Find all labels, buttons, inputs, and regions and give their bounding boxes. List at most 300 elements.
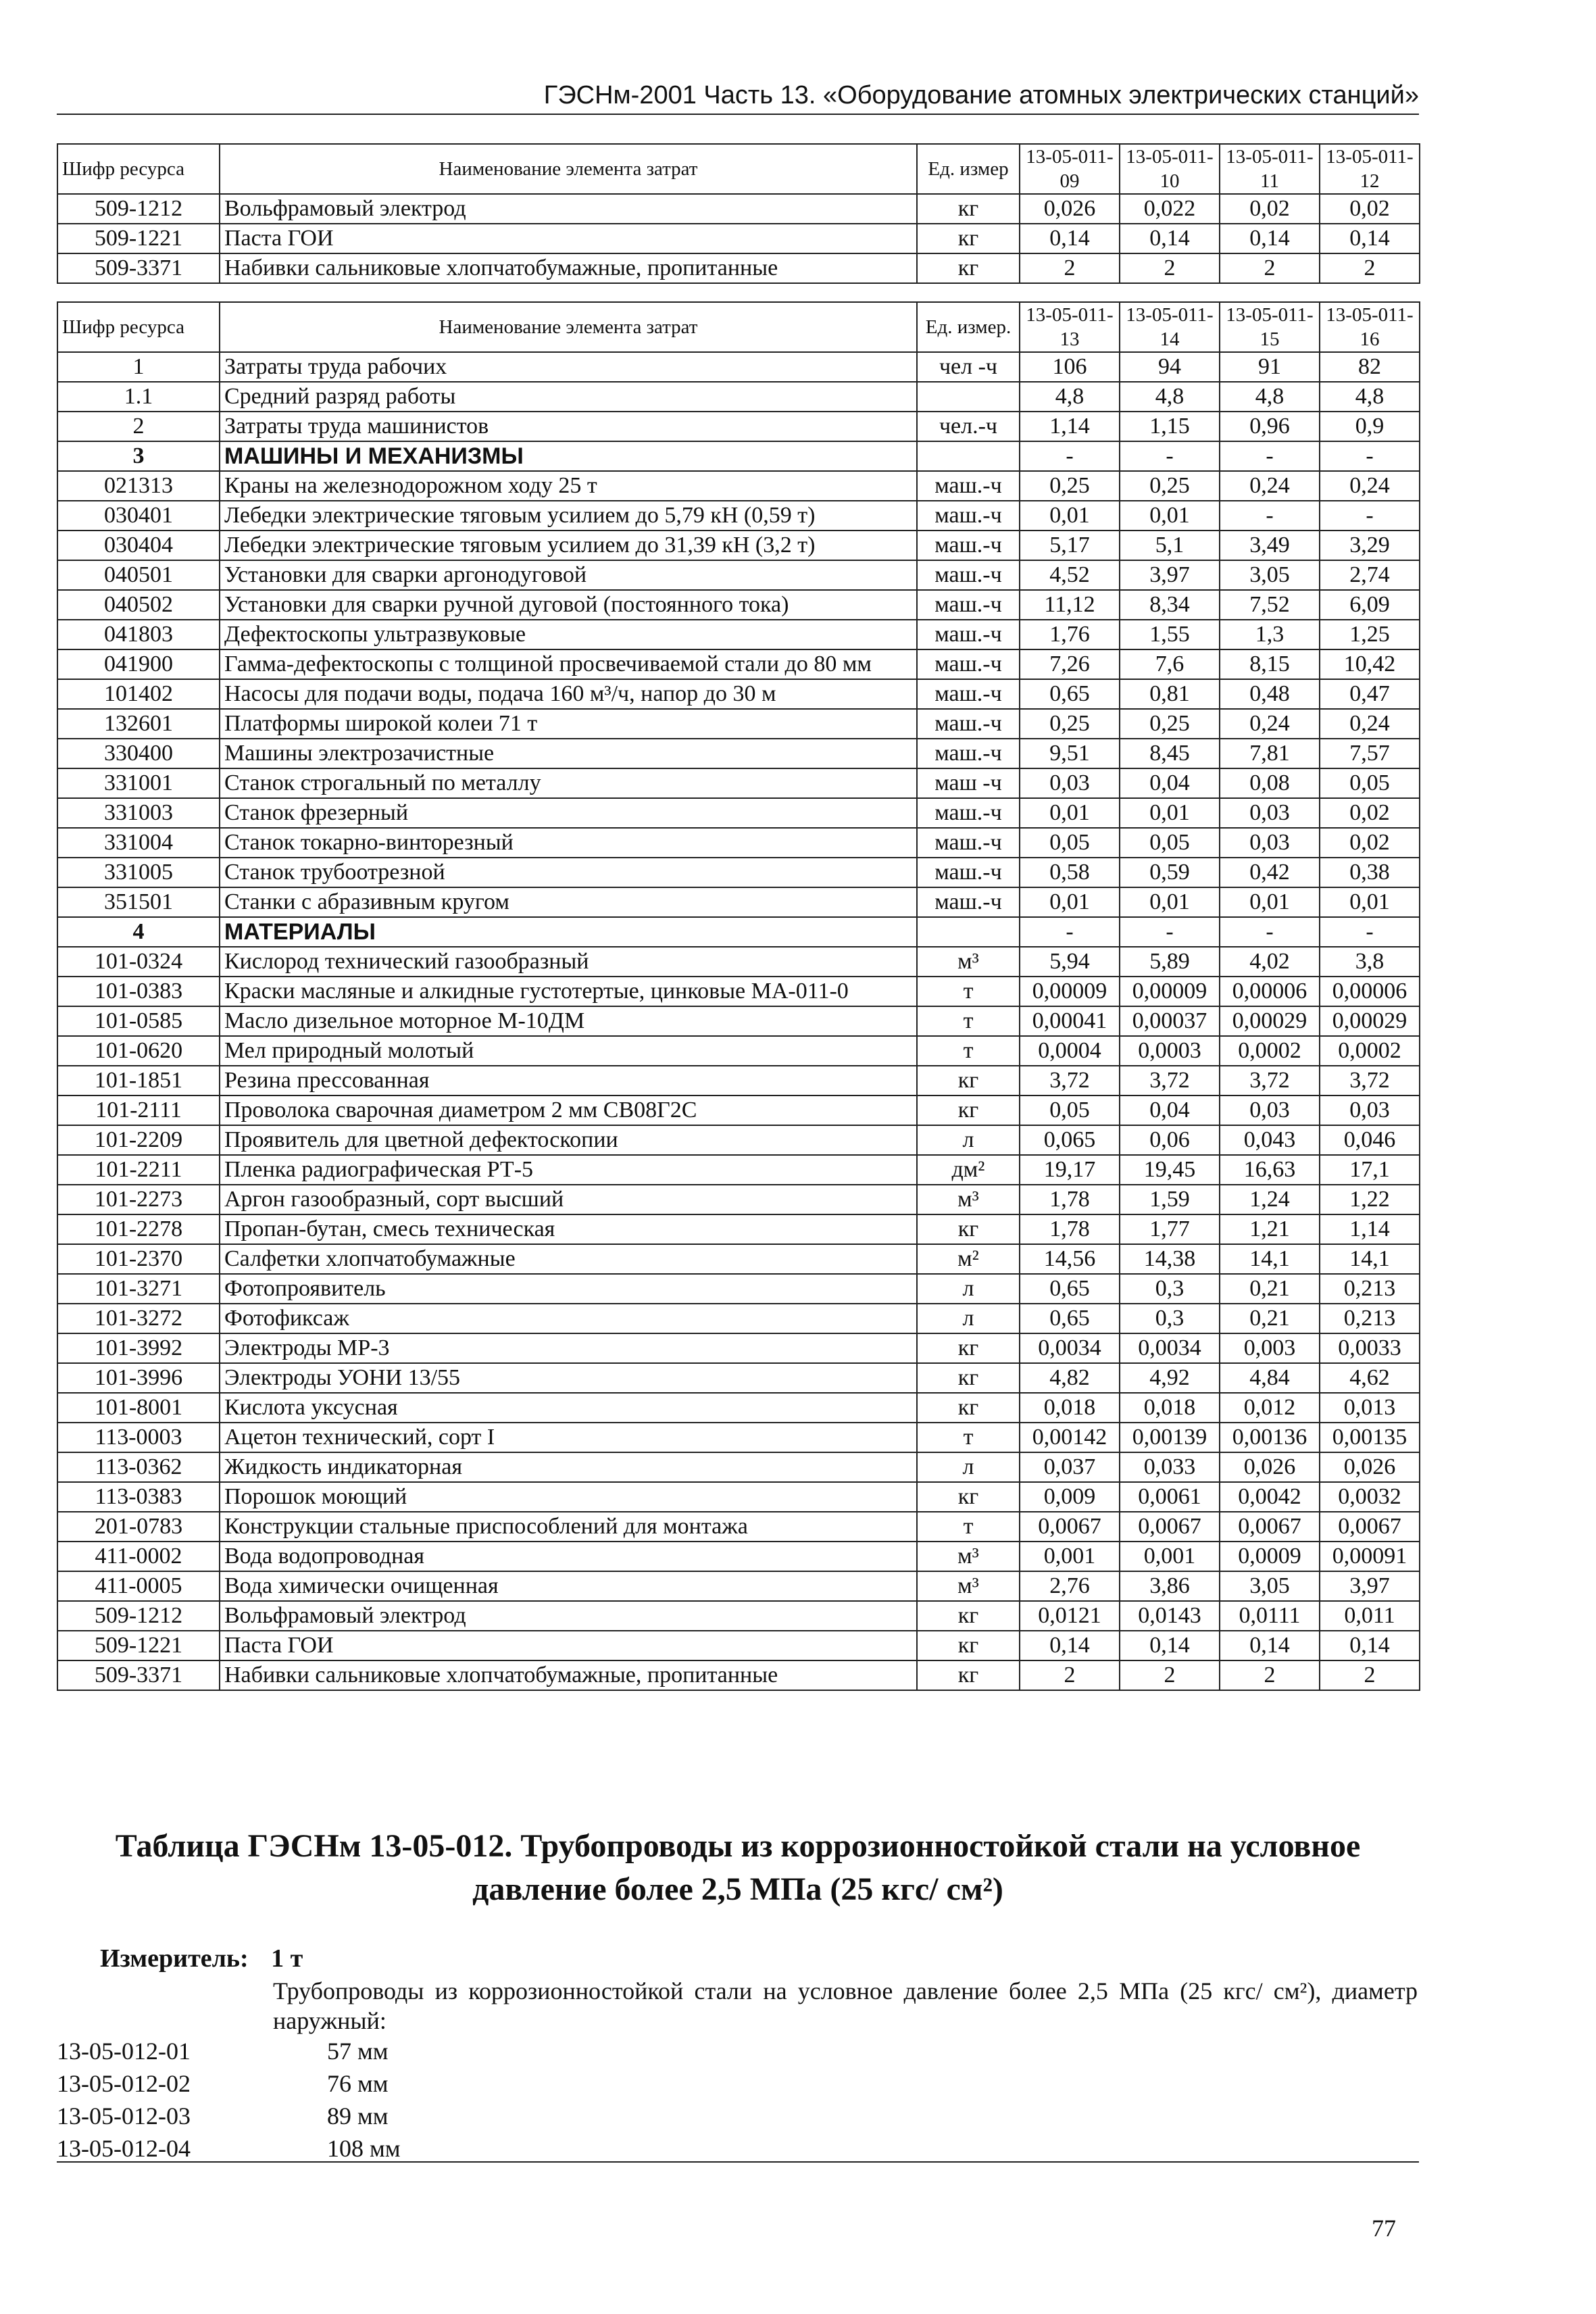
value: 0,046 <box>1320 1125 1420 1155</box>
value: 0,05 <box>1020 828 1120 858</box>
value: 0,65 <box>1020 1274 1120 1304</box>
value: 1,21 <box>1220 1214 1320 1244</box>
value: 0,14 <box>1320 1631 1420 1660</box>
value: 4,92 <box>1120 1363 1220 1393</box>
value: 1,25 <box>1320 620 1420 649</box>
unit: кг <box>917 253 1020 283</box>
value: 0,03 <box>1220 1096 1320 1125</box>
table-row <box>57 1571 1420 1601</box>
value: 0,24 <box>1320 471 1420 501</box>
resource-code: 4 <box>57 917 220 947</box>
unit: кг <box>917 1660 1020 1690</box>
unit: м³ <box>917 1571 1020 1601</box>
resource-code: 331001 <box>57 768 220 798</box>
value: 0,0067 <box>1120 1512 1220 1542</box>
resource-name: Вольфрамовый электрод <box>220 194 917 224</box>
table-row <box>57 947 1420 977</box>
value: 0,21 <box>1220 1304 1320 1333</box>
resource-code: 101-2111 <box>57 1096 220 1125</box>
resource-name: МАШИНЫ И МЕХАНИЗМЫ <box>220 441 917 471</box>
value: 16,63 <box>1220 1155 1320 1185</box>
value: 2 <box>1020 253 1120 283</box>
resource-code: 101-0383 <box>57 977 220 1006</box>
column-header: 13-05-011-16 <box>1320 302 1420 352</box>
resource-code: 041900 <box>57 649 220 679</box>
value: 3,97 <box>1120 560 1220 590</box>
value: 1,14 <box>1320 1214 1420 1244</box>
unit: маш.-ч <box>917 858 1020 887</box>
value: 0,00142 <box>1020 1423 1120 1452</box>
value: 3,72 <box>1220 1066 1320 1096</box>
value: 0,0067 <box>1020 1512 1120 1542</box>
value: 3,05 <box>1220 1571 1320 1601</box>
unit: кг <box>917 1066 1020 1096</box>
resource-code: 331005 <box>57 858 220 887</box>
resource-code: 101-0324 <box>57 947 220 977</box>
value: 0,3 <box>1120 1274 1220 1304</box>
value: 0,01 <box>1020 887 1120 917</box>
value: 4,8 <box>1220 382 1320 412</box>
value: 14,56 <box>1020 1244 1120 1274</box>
value: 0,06 <box>1120 1125 1220 1155</box>
value: 0,00006 <box>1220 977 1320 1006</box>
resource-code: 101402 <box>57 679 220 709</box>
value: 0,0034 <box>1020 1333 1120 1363</box>
table-row <box>57 1185 1420 1214</box>
unit: чел -ч <box>917 352 1020 382</box>
value: 8,45 <box>1120 739 1220 768</box>
value: 0,0009 <box>1220 1542 1320 1571</box>
table-row <box>57 1304 1420 1333</box>
unit: маш.-ч <box>917 739 1020 768</box>
resource-name: Станки с абразивным кругом <box>220 887 917 917</box>
value: 0,0067 <box>1320 1512 1420 1542</box>
value: 0,00037 <box>1120 1006 1220 1036</box>
unit: маш.-ч <box>917 709 1020 739</box>
resource-name: Дефектоскопы ультразвуковые <box>220 620 917 649</box>
value: 6,09 <box>1320 590 1420 620</box>
resource-name: Паста ГОИ <box>220 224 917 253</box>
table-row <box>57 560 1420 590</box>
value: 8,34 <box>1120 590 1220 620</box>
value: 0,14 <box>1020 224 1120 253</box>
table-row <box>57 858 1420 887</box>
value: 0,00136 <box>1220 1423 1320 1452</box>
column-header: 13-05-011-14 <box>1120 302 1220 352</box>
value: - <box>1220 501 1320 531</box>
value: 0,026 <box>1220 1452 1320 1482</box>
table-row <box>57 828 1420 858</box>
value: 0,05 <box>1020 1096 1120 1125</box>
unit <box>917 382 1020 412</box>
value: 0,14 <box>1320 224 1420 253</box>
value: 0,81 <box>1120 679 1220 709</box>
meter-value: 1 т <box>271 1944 303 1973</box>
unit: маш.-ч <box>917 828 1020 858</box>
value: 4,62 <box>1320 1363 1420 1393</box>
value: 0,14 <box>1220 224 1320 253</box>
resource-code: 331004 <box>57 828 220 858</box>
value: 11,12 <box>1020 590 1120 620</box>
value: 7,6 <box>1120 649 1220 679</box>
value: 0,24 <box>1220 709 1320 739</box>
resource-code: 101-1851 <box>57 1066 220 1096</box>
column-header: 13-05-011-10 <box>1120 144 1220 194</box>
value: 0,48 <box>1220 679 1320 709</box>
resource-code: 411-0005 <box>57 1571 220 1601</box>
value: 0,21 <box>1220 1274 1320 1304</box>
item-code: 13-05-012-02 <box>57 2070 191 2097</box>
table-row <box>57 649 1420 679</box>
resource-code: 041803 <box>57 620 220 649</box>
column-header: Наименование элемента затрат <box>220 144 917 194</box>
table-row <box>57 224 1420 253</box>
table-row <box>57 798 1420 828</box>
unit <box>917 441 1020 471</box>
item-value: 108 мм <box>327 2135 401 2162</box>
resource-name: Затраты труда машинистов <box>220 412 917 441</box>
item-value: 89 мм <box>327 2102 389 2130</box>
value: 1,78 <box>1020 1185 1120 1214</box>
resource-code: 2 <box>57 412 220 441</box>
list-item <box>57 2068 1419 2100</box>
value: 2 <box>1020 1660 1120 1690</box>
value: 0,00139 <box>1120 1423 1220 1452</box>
unit: кг <box>917 1482 1020 1512</box>
value: 0,05 <box>1120 828 1220 858</box>
value: 8,15 <box>1220 649 1320 679</box>
table-row <box>57 679 1420 709</box>
unit: маш.-ч <box>917 649 1020 679</box>
value: 19,17 <box>1020 1155 1120 1185</box>
unit: кг <box>917 1601 1020 1631</box>
resource-name: Станок трубоотрезной <box>220 858 917 887</box>
value: 2 <box>1320 253 1420 283</box>
unit: кг <box>917 194 1020 224</box>
column-header: 13-05-011-12 <box>1320 144 1420 194</box>
page-header: ГЭСНм-2001 Часть 13. «Оборудование атомных электрических станций» <box>57 80 1419 115</box>
unit: кг <box>917 1096 1020 1125</box>
value: 0,0111 <box>1220 1601 1320 1631</box>
table-row <box>57 590 1420 620</box>
value: 0,0061 <box>1120 1482 1220 1512</box>
value: 0,3 <box>1120 1304 1220 1333</box>
value: 0,02 <box>1220 194 1320 224</box>
table-row <box>57 412 1420 441</box>
value: 0,018 <box>1020 1393 1120 1423</box>
column-header: Шифр ресурса <box>57 302 220 352</box>
value: 0,213 <box>1320 1274 1420 1304</box>
table-row <box>57 1006 1420 1036</box>
resource-code: 509-1221 <box>57 1631 220 1660</box>
unit: т <box>917 1423 1020 1452</box>
resource-code: 351501 <box>57 887 220 917</box>
value: 0,01 <box>1120 798 1220 828</box>
resource-code: 040501 <box>57 560 220 590</box>
unit: маш.-ч <box>917 679 1020 709</box>
value: 0,02 <box>1320 828 1420 858</box>
unit: маш.-ч <box>917 798 1020 828</box>
resource-code: 201-0783 <box>57 1512 220 1542</box>
value: 3,8 <box>1320 947 1420 977</box>
table-row <box>57 1423 1420 1452</box>
value: 0,013 <box>1320 1393 1420 1423</box>
resource-name: Ацетон технический, сорт I <box>220 1423 917 1452</box>
value: 4,02 <box>1220 947 1320 977</box>
unit: л <box>917 1274 1020 1304</box>
resource-name: Пленка радиографическая РТ-5 <box>220 1155 917 1185</box>
table-row <box>57 768 1420 798</box>
value: 3,49 <box>1220 531 1320 560</box>
resource-code: 330400 <box>57 739 220 768</box>
value: 4,82 <box>1020 1363 1120 1393</box>
table-row <box>57 739 1420 768</box>
resource-name: Установки для сварки аргонодуговой <box>220 560 917 590</box>
item-value: 76 мм <box>327 2070 389 2097</box>
value: 0,01 <box>1020 798 1120 828</box>
resource-name: Лебедки электрические тяговым усилием до 31,39 кН (3,2 т) <box>220 531 917 560</box>
value: 4,8 <box>1320 382 1420 412</box>
resource-code: 101-0620 <box>57 1036 220 1066</box>
unit: кг <box>917 1363 1020 1393</box>
value: 0,00041 <box>1020 1006 1120 1036</box>
item-code: 13-05-012-04 <box>57 2135 191 2162</box>
resource-name: Машины электрозачистные <box>220 739 917 768</box>
table-row <box>57 1631 1420 1660</box>
table-row <box>57 382 1420 412</box>
unit: маш.-ч <box>917 887 1020 917</box>
value: 2 <box>1120 253 1220 283</box>
value: 2 <box>1220 253 1320 283</box>
value: 0,009 <box>1020 1482 1120 1512</box>
table-row <box>57 441 1420 471</box>
unit <box>917 917 1020 947</box>
resource-name: Гамма-дефектоскопы с толщиной просвечиваемой стали до 80 мм <box>220 649 917 679</box>
unit: кг <box>917 1631 1020 1660</box>
resource-name: Станок фрезерный <box>220 798 917 828</box>
resource-code: 113-0383 <box>57 1482 220 1512</box>
resource-code: 101-3272 <box>57 1304 220 1333</box>
resource-name: Вода водопроводная <box>220 1542 917 1571</box>
value: 3,72 <box>1320 1066 1420 1096</box>
value: - <box>1320 917 1420 947</box>
resource-code: 509-1212 <box>57 194 220 224</box>
value: 2,74 <box>1320 560 1420 590</box>
table-row <box>57 1363 1420 1393</box>
value: 9,51 <box>1020 739 1120 768</box>
unit: маш.-ч <box>917 531 1020 560</box>
value: - <box>1220 917 1320 947</box>
resource-name: Резина прессованная <box>220 1066 917 1096</box>
table-header-row <box>57 144 1420 194</box>
value: 0,003 <box>1220 1333 1320 1363</box>
value: 0,0143 <box>1120 1601 1220 1631</box>
resource-name: Жидкость индикаторная <box>220 1452 917 1482</box>
unit: маш.-ч <box>917 471 1020 501</box>
value: 0,026 <box>1020 194 1120 224</box>
resource-name: Фотофиксаж <box>220 1304 917 1333</box>
value: 0,00029 <box>1220 1006 1320 1036</box>
value: 0,0042 <box>1220 1482 1320 1512</box>
value: 0,0032 <box>1320 1482 1420 1512</box>
value: 0,011 <box>1320 1601 1420 1631</box>
value: 1,55 <box>1120 620 1220 649</box>
value: 1,14 <box>1020 412 1120 441</box>
value: 0,25 <box>1120 471 1220 501</box>
value: 0,24 <box>1320 709 1420 739</box>
unit: маш.-ч <box>917 620 1020 649</box>
value: 17,1 <box>1320 1155 1420 1185</box>
resource-name: Краски масляные и алкидные густотертые, цинковые МА-011-0 <box>220 977 917 1006</box>
table-row <box>57 1393 1420 1423</box>
resource-code: 101-3996 <box>57 1363 220 1393</box>
value: 0,14 <box>1120 1631 1220 1660</box>
unit: чел.-ч <box>917 412 1020 441</box>
value: 2 <box>1320 1660 1420 1690</box>
unit: т <box>917 1512 1020 1542</box>
value: 2 <box>1120 1660 1220 1690</box>
column-header: 13-05-011-09 <box>1020 144 1120 194</box>
value: 0,00006 <box>1320 977 1420 1006</box>
value: 0,0067 <box>1220 1512 1320 1542</box>
table-row <box>57 1482 1420 1512</box>
value: 0,59 <box>1120 858 1220 887</box>
resource-name: Установки для сварки ручной дуговой (постоянного тока) <box>220 590 917 620</box>
value: 91 <box>1220 352 1320 382</box>
value: 0,0033 <box>1320 1333 1420 1363</box>
value: 0,03 <box>1220 798 1320 828</box>
column-header: 13-05-011-11 <box>1220 144 1320 194</box>
item-code: 13-05-012-03 <box>57 2102 191 2130</box>
value: 3,29 <box>1320 531 1420 560</box>
resource-name: Затраты труда рабочих <box>220 352 917 382</box>
resource-name: Лебедки электрические тяговым усилием до 5,79 кН (0,59 т) <box>220 501 917 531</box>
value: 0,00009 <box>1020 977 1120 1006</box>
resource-name: Кислород технический газообразный <box>220 947 917 977</box>
list-item <box>57 2133 1419 2165</box>
resource-name: Вода химически очищенная <box>220 1571 917 1601</box>
value: 0,01 <box>1020 501 1120 531</box>
value: 0,9 <box>1320 412 1420 441</box>
table-row <box>57 531 1420 560</box>
resource-code: 101-2370 <box>57 1244 220 1274</box>
resource-code: 1 <box>57 352 220 382</box>
table-row <box>57 194 1420 224</box>
value: - <box>1020 441 1120 471</box>
resource-name: Краны на железнодорожном ходу 25 т <box>220 471 917 501</box>
column-header: Ед. измер <box>917 144 1020 194</box>
value: 0,00091 <box>1320 1542 1420 1571</box>
unit: м³ <box>917 947 1020 977</box>
value: 0,04 <box>1120 1096 1220 1125</box>
resource-name: Пропан-бутан, смесь техническая <box>220 1214 917 1244</box>
column-header: Шифр ресурса <box>57 144 220 194</box>
table-row <box>57 1333 1420 1363</box>
unit: маш -ч <box>917 768 1020 798</box>
resource-name: Платформы широкой колеи 71 т <box>220 709 917 739</box>
list-item <box>57 2100 1419 2133</box>
value: 0,0003 <box>1120 1036 1220 1066</box>
resource-code: 509-1212 <box>57 1601 220 1631</box>
table-row <box>57 917 1420 947</box>
value: 0,01 <box>1120 501 1220 531</box>
value: 1,77 <box>1120 1214 1220 1244</box>
value: 14,38 <box>1120 1244 1220 1274</box>
value: 0,022 <box>1120 194 1220 224</box>
value: 7,52 <box>1220 590 1320 620</box>
value: 0,065 <box>1020 1125 1120 1155</box>
value: 7,26 <box>1020 649 1120 679</box>
resource-name: Мел природный молотый <box>220 1036 917 1066</box>
table-row <box>57 352 1420 382</box>
value: 1,15 <box>1120 412 1220 441</box>
value: 1,3 <box>1220 620 1320 649</box>
value: 0,47 <box>1320 679 1420 709</box>
value: 0,01 <box>1220 887 1320 917</box>
value: 4,8 <box>1120 382 1220 412</box>
resource-code: 509-3371 <box>57 1660 220 1690</box>
table-row <box>57 977 1420 1006</box>
unit: кг <box>917 1393 1020 1423</box>
value: 1,59 <box>1120 1185 1220 1214</box>
value: 0,01 <box>1120 887 1220 917</box>
value: 0,02 <box>1320 798 1420 828</box>
table-row <box>57 253 1420 283</box>
table-row <box>57 887 1420 917</box>
value: 0,0002 <box>1320 1036 1420 1066</box>
value: 0,012 <box>1220 1393 1320 1423</box>
resource-name: Средний разряд работы <box>220 382 917 412</box>
page-number: 77 <box>1372 2215 1396 2242</box>
resources-table-2 <box>57 301 1420 1691</box>
value: 0,25 <box>1020 471 1120 501</box>
column-header: Ед. измер. <box>917 302 1020 352</box>
value: 10,42 <box>1320 649 1420 679</box>
table-row <box>57 1096 1420 1125</box>
value: 0,14 <box>1120 224 1220 253</box>
resource-code: 331003 <box>57 798 220 828</box>
value: 0,65 <box>1020 679 1120 709</box>
work-description: Трубопроводы из коррозионностойкой стали на условное давление более 2,5 МПа (25 кгс/ см²), диаметр наружный: <box>273 1977 1418 2034</box>
value: 0,00029 <box>1320 1006 1420 1036</box>
value: 0,043 <box>1220 1125 1320 1155</box>
table-header-row <box>57 302 1420 352</box>
value: 106 <box>1020 352 1120 382</box>
unit: кг <box>917 1333 1020 1363</box>
value: 0,38 <box>1320 858 1420 887</box>
value: 0,037 <box>1020 1452 1120 1482</box>
value: 3,05 <box>1220 560 1320 590</box>
resource-code: 040502 <box>57 590 220 620</box>
value: 0,0004 <box>1020 1036 1120 1066</box>
value: 0,0121 <box>1020 1601 1120 1631</box>
meter-label: Измеритель: <box>100 1944 249 1973</box>
value: 0,58 <box>1020 858 1120 887</box>
resource-name: Вольфрамовый электрод <box>220 1601 917 1631</box>
value: 0,001 <box>1020 1542 1120 1571</box>
resource-code: 101-3271 <box>57 1274 220 1304</box>
table-title: Таблица ГЭСНм 13-05-012. Трубопроводы из коррозионностойкой стали на условное давление более 2,5 МПа (25 кгс/ см²) <box>115 1828 1361 1907</box>
value: 0,03 <box>1320 1096 1420 1125</box>
item-code: 13-05-012-01 <box>57 2038 191 2065</box>
unit: кг <box>917 224 1020 253</box>
resource-code: 101-3992 <box>57 1333 220 1363</box>
unit: маш.-ч <box>917 501 1020 531</box>
value: 3,72 <box>1120 1066 1220 1096</box>
column-header: Наименование элемента затрат <box>220 302 917 352</box>
table-row <box>57 501 1420 531</box>
value: 2 <box>1220 1660 1320 1690</box>
